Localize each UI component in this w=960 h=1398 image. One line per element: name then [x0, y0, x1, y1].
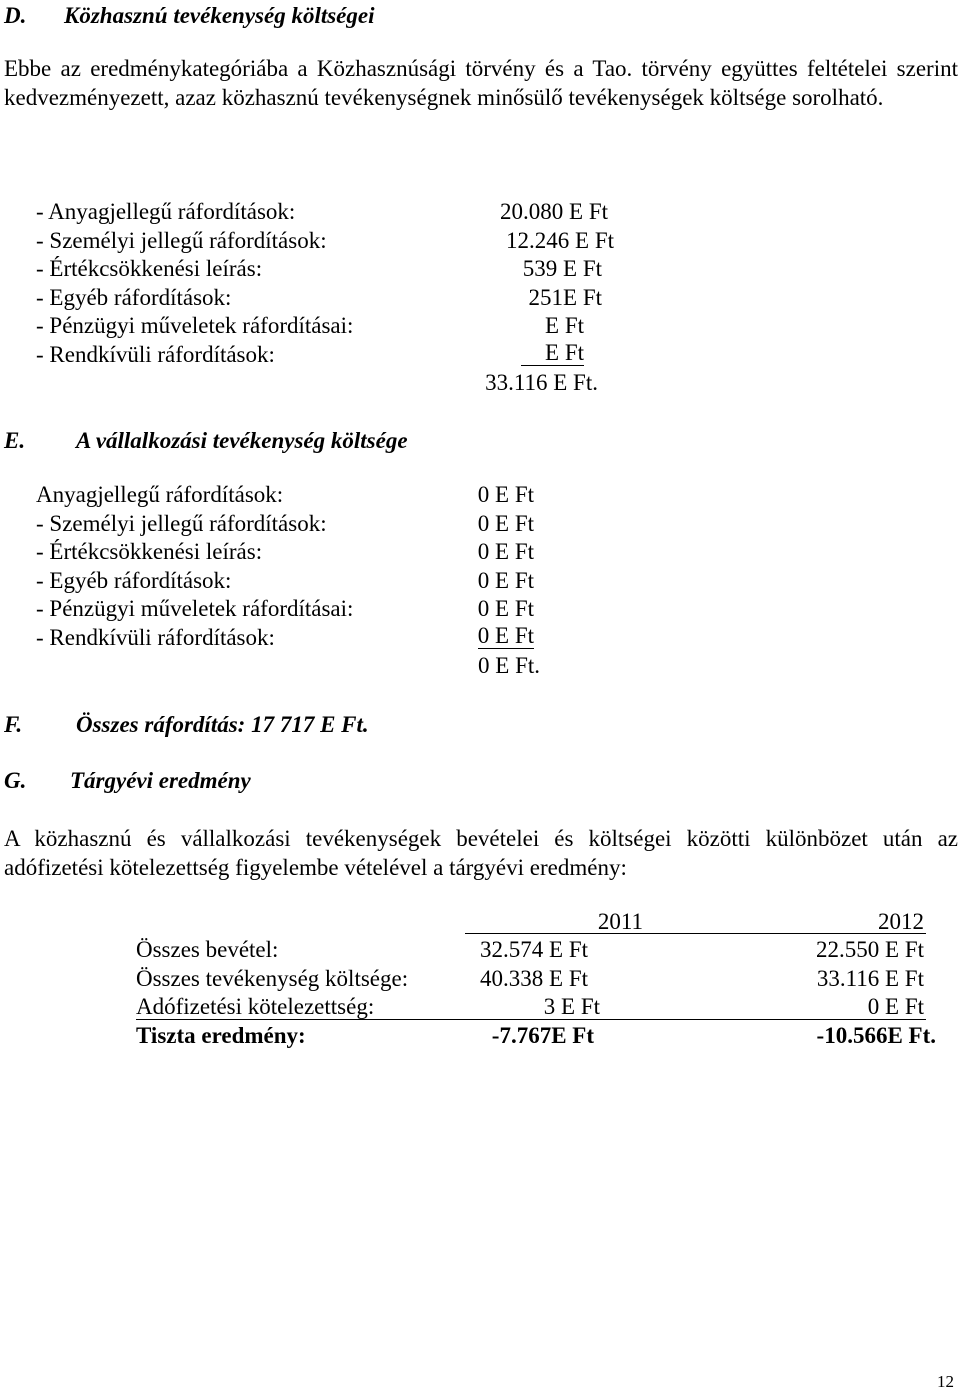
section-d-title: Közhasznú tevékenység költségei	[64, 3, 375, 28]
cost-row	[36, 538, 536, 566]
table-total-rule	[136, 1019, 926, 1020]
cost-label: - Értékcsökkenési leírás:	[36, 539, 263, 564]
table-row	[136, 993, 926, 1021]
cost-label: - Egyéb ráfordítások:	[36, 285, 232, 310]
cost-label: - Személyi jellegű ráfordítások:	[36, 228, 327, 253]
table-cell-2012: 0 E Ft	[867, 994, 924, 1019]
cost-row	[36, 595, 536, 623]
cost-total-row	[36, 652, 540, 680]
cost-row	[36, 227, 616, 255]
cost-value: 0 E Ft	[477, 511, 534, 536]
cost-value: E Ft	[545, 313, 584, 338]
table-cell-2012: 33.116 E Ft	[816, 966, 924, 991]
cost-value: 251E Ft	[528, 285, 602, 310]
cost-row	[36, 198, 616, 226]
cost-label: - Személyi jellegű ráfordítások:	[36, 511, 327, 536]
section-g-letter: G.	[4, 768, 27, 793]
table-cell-2012: 22.550 E Ft	[816, 937, 924, 962]
section-g-title: Tárgyévi eredmény	[70, 768, 251, 793]
cost-label: - Rendkívüli ráfordítások:	[36, 625, 275, 650]
cost-value: 539 E Ft	[522, 256, 602, 281]
cost-row	[36, 481, 536, 509]
cost-value: 20.080 E Ft	[500, 199, 608, 224]
table-header-rule	[465, 933, 926, 934]
result-table-header	[136, 908, 926, 936]
year-2012-header: 2012	[878, 909, 924, 934]
cost-label: - Anyagjellegű ráfordítások:	[36, 199, 296, 224]
cost-row	[36, 624, 536, 652]
section-e-heading	[4, 429, 408, 452]
cost-label: - Rendkívüli ráfordítások:	[36, 342, 275, 367]
table-cell-2011: 3 E Ft	[543, 994, 600, 1019]
cost-total-row	[36, 369, 616, 397]
section-f-letter: F.	[4, 712, 23, 737]
cost-value: 0 E Ft	[477, 568, 534, 593]
table-row-label: Összes bevétel:	[136, 937, 279, 962]
section-f-title: Összes ráfordítás: 17 717 E Ft.	[76, 712, 369, 737]
cost-value: 12.246 E Ft	[506, 228, 614, 253]
cost-label: Anyagjellegű ráfordítások:	[36, 482, 284, 507]
cost-total: 0 E Ft.	[478, 653, 540, 678]
cost-row	[36, 284, 616, 312]
section-e-title: A vállalkozási tevékenység költsége	[76, 428, 408, 453]
section-g-paragraph: A közhasznú és vállalkozási tevékenységek bevételei és költségei közötti különbözet után az adófizetési kötelezettség figyelembe vételével a tárgyévi eredmény:	[4, 826, 958, 880]
cost-row	[36, 312, 616, 340]
table-row-label: Összes tevékenység költsége:	[136, 966, 409, 991]
cost-value: E Ft	[521, 341, 584, 366]
section-f-heading	[4, 713, 369, 736]
table-row-label: Tiszta eredmény:	[136, 1023, 306, 1048]
section-g-heading	[4, 769, 251, 792]
cost-row	[36, 510, 536, 538]
cost-value: 0 E Ft	[477, 596, 534, 621]
cost-value: 0 E Ft	[477, 539, 534, 564]
cost-row	[36, 567, 536, 595]
cost-value: 0 E Ft	[477, 482, 534, 507]
page-number: 12	[937, 1372, 954, 1391]
cost-label: - Egyéb ráfordítások:	[36, 568, 232, 593]
cost-total: 33.116 E Ft.	[485, 370, 598, 395]
table-cell-2011: 32.574 E Ft	[480, 937, 588, 962]
year-2011-header: 2011	[597, 909, 643, 934]
table-total-row	[136, 1022, 938, 1050]
cost-label: - Értékcsökkenési leírás:	[36, 256, 263, 281]
section-d-heading	[4, 4, 375, 27]
table-cell-2011: -7.767E Ft	[491, 1023, 594, 1048]
table-row	[136, 965, 926, 993]
cost-row	[36, 341, 616, 369]
section-d-paragraph: Ebbe az eredménykategóriába a Közhasznúsági törvény és a Tao. törvény együttes feltételei szerint kedvezményezett, azaz közhasznú tevékenységnek minősülő tevékenységek költsége sorolható.	[4, 56, 958, 110]
cost-row	[36, 255, 616, 283]
cost-value: 0 E Ft	[477, 623, 534, 648]
section-e-letter: E.	[4, 428, 26, 453]
table-cell-2012: -10.566E Ft.	[816, 1023, 936, 1048]
table-row-label: Adófizetési kötelezettség:	[136, 994, 375, 1019]
cost-label: - Pénzügyi műveletek ráfordításai:	[36, 596, 354, 621]
table-cell-2011: 40.338 E Ft	[480, 966, 588, 991]
cost-label: - Pénzügyi műveletek ráfordításai:	[36, 313, 354, 338]
section-d-letter: D.	[4, 3, 27, 28]
table-row	[136, 936, 926, 964]
